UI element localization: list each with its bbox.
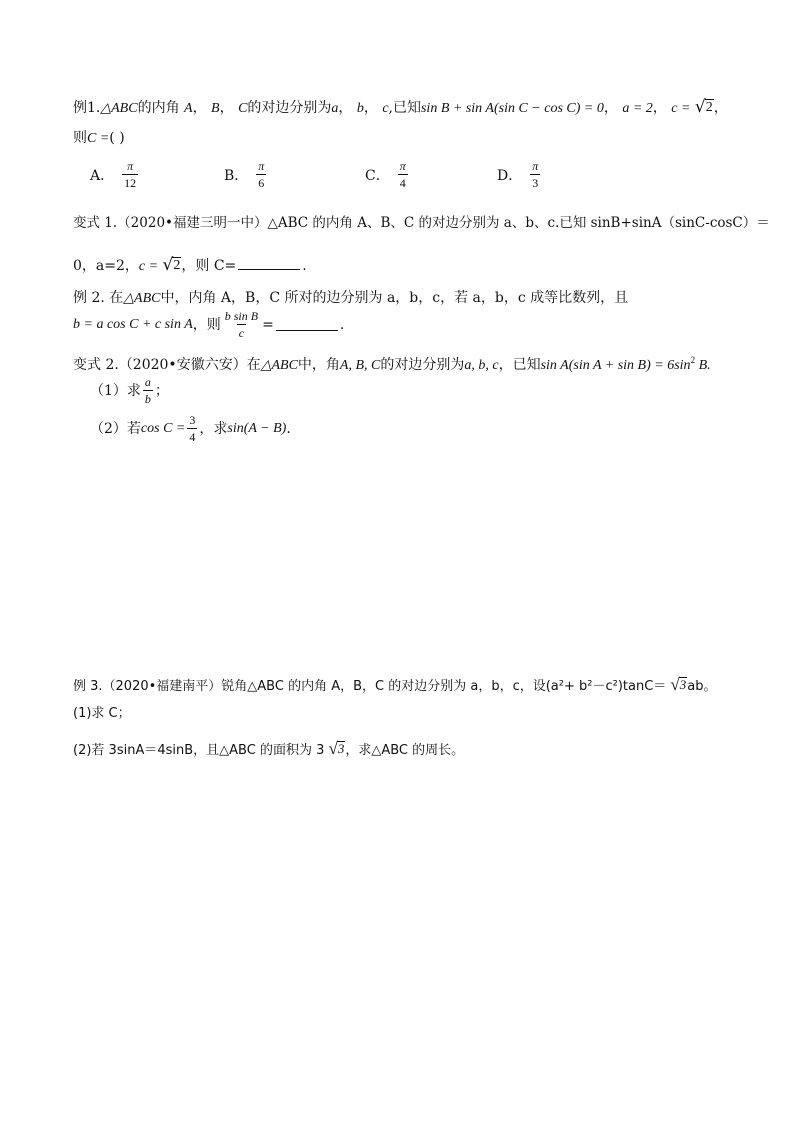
- condition-formula: sin A(sin A + sin B) = 6sin: [540, 358, 691, 373]
- example-3-line-1: [73, 676, 716, 697]
- cos-c: cos C =: [140, 420, 186, 436]
- text: ，则: [192, 316, 221, 333]
- frac-num: π: [127, 159, 134, 173]
- frac-num: π: [399, 159, 406, 173]
- variant-2-q1: [90, 376, 169, 405]
- frac-den: 6: [258, 176, 265, 190]
- frac-den: 12: [124, 176, 137, 190]
- frac-num: π: [258, 159, 265, 173]
- option-fraction: [256, 160, 266, 189]
- a-value: a = 2: [622, 101, 653, 116]
- sqrt-2: √ 2: [162, 255, 181, 275]
- sep: ，: [338, 100, 353, 116]
- sqrt-3: √ 3: [328, 739, 345, 758]
- example-1-line-1: [73, 98, 728, 119]
- text: 则: [73, 130, 87, 146]
- text: (1)求 C；: [73, 706, 131, 721]
- answer-paren: ( ): [109, 130, 125, 146]
- text: 中，角: [297, 357, 340, 373]
- c-eq: c =: [138, 259, 159, 274]
- text: .: [302, 258, 307, 274]
- formula-end: B.: [695, 358, 711, 373]
- frac-den: 4: [189, 430, 196, 444]
- sep: ，: [603, 100, 618, 116]
- text: .: [286, 420, 291, 437]
- superscript: 2: [690, 355, 696, 365]
- angle-c: C: [238, 101, 248, 116]
- text: ，求: [199, 420, 228, 437]
- example-1-line-2: [73, 128, 125, 149]
- sep: ，: [363, 100, 378, 116]
- text: （1）求: [90, 382, 141, 399]
- sep: ，: [652, 100, 667, 116]
- sqrt-arg: 3: [679, 677, 687, 693]
- c-eq: C =: [87, 131, 110, 146]
- variant-1-line-1: [73, 213, 770, 233]
- fraction-3-4: [187, 414, 197, 443]
- variant-2-line-1: [73, 350, 711, 376]
- text: 中，内角 A，B，C 所对的边分别为 a，b，c，若 a，b，c 成等比数列，且: [160, 290, 629, 306]
- text: （2）若: [90, 420, 141, 437]
- text: 例 2. 在: [73, 290, 124, 306]
- c-value: c =: [671, 101, 691, 116]
- frac-num: 3: [189, 413, 196, 427]
- variant-1-line-2: [73, 256, 307, 277]
- condition-formula: sin B + sin A(sin C − cos C) = 0: [420, 101, 604, 116]
- text: ，则 C=: [181, 258, 237, 274]
- sep: ，: [192, 100, 207, 116]
- text: ；: [154, 382, 169, 399]
- text: ，求△ABC 的周长。: [345, 743, 465, 758]
- equation: b = a cos C + c sin A: [73, 316, 193, 332]
- option-d[interactable]: [497, 160, 542, 189]
- sqrt-3: √ 3: [670, 675, 687, 694]
- text: 例 3.（2020•福建南平）锐角△ABC 的内角 A，B，C 的对边分别为 a，b，c，设(a²+ b²－c²)tanC＝: [73, 679, 667, 694]
- angle-a: A: [184, 101, 193, 116]
- side-c: c: [382, 101, 389, 116]
- option-fraction: [398, 160, 408, 189]
- frac-num: π: [532, 159, 539, 173]
- triangle-abc: △ABC: [123, 291, 161, 306]
- answer-blank[interactable]: [276, 318, 338, 331]
- text: 的对边分别为: [247, 100, 332, 116]
- answer-blank[interactable]: [238, 257, 300, 270]
- example-2-line-2: [73, 310, 344, 339]
- frac-den: b: [144, 392, 151, 406]
- sides: a, b, c: [464, 358, 499, 373]
- sqrt-arg: 3: [337, 741, 345, 757]
- frac-den: 4: [399, 176, 406, 190]
- option-fraction: [122, 160, 138, 189]
- sqrt-2: √ 2: [694, 97, 713, 117]
- frac-num: a: [144, 375, 151, 389]
- option-fraction: [530, 160, 540, 189]
- option-a[interactable]: [90, 160, 140, 189]
- sep: ，: [219, 100, 234, 116]
- angle-b: B: [211, 101, 220, 116]
- triangle-abc: △ABC: [260, 358, 298, 373]
- frac-den: c: [238, 326, 245, 340]
- option-letter: B．: [224, 167, 249, 184]
- text: 的对边分别为: [380, 357, 465, 373]
- sqrt-arg: 2: [705, 99, 713, 115]
- fraction-bsinb-c: [223, 310, 260, 339]
- sep: ，: [713, 100, 728, 116]
- frac-num: b sin B: [224, 309, 259, 323]
- variant-2-q2: [90, 414, 291, 443]
- option-letter: C．: [365, 167, 390, 184]
- text: ab。: [687, 679, 717, 694]
- example-2-line-1: [73, 288, 628, 309]
- text: (2)若 3sinA＝4sinB，且△ABC 的面积为 3: [73, 743, 325, 758]
- option-letter: D．: [497, 167, 523, 184]
- fraction-a-b: [143, 376, 153, 405]
- text: ，已知: [498, 357, 541, 373]
- text: =: [262, 316, 274, 333]
- sqrt-arg: 2: [173, 257, 181, 273]
- triangle-abc: △ABC: [100, 101, 138, 116]
- side-a: a: [331, 101, 339, 116]
- example-1-label: 例1.: [73, 100, 101, 116]
- text: 变式 1.（2020•福建三明一中）△ABC 的内角 A、B、C 的对边分别为 a、b、c.已知 sinB+sinA（sinC-cosC）＝: [73, 215, 770, 231]
- text: ,已知: [388, 100, 421, 116]
- frac-den: 3: [532, 176, 539, 190]
- side-b: b: [356, 101, 364, 116]
- example-3-q2: [73, 740, 464, 761]
- option-c[interactable]: [365, 160, 410, 189]
- example-3-q1: [73, 704, 131, 724]
- option-b[interactable]: [224, 160, 268, 189]
- text: 的内角: [137, 100, 180, 116]
- option-letter: A．: [90, 167, 115, 184]
- text: 0，a=2，: [73, 258, 139, 274]
- text: .: [339, 316, 345, 333]
- expression: sin(A − B): [227, 420, 287, 436]
- angles: A, B, C: [339, 358, 381, 373]
- text: 变式 2.（2020•安徽六安）在: [73, 357, 261, 373]
